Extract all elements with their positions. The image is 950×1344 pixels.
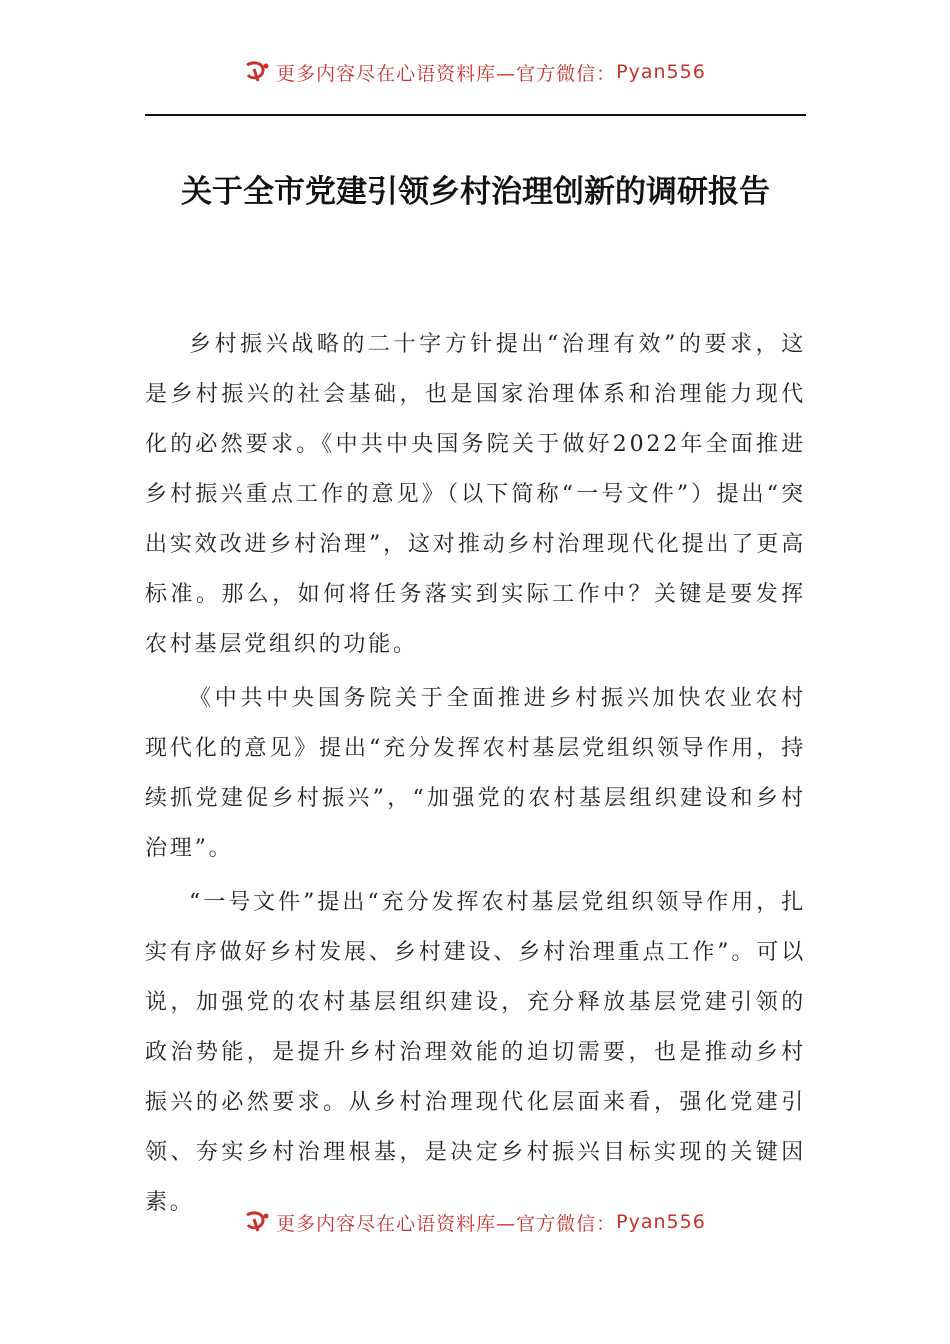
- brand-logo-icon: [244, 1211, 270, 1233]
- watermark-text: 更多内容尽在心语资料库—官方微信：: [276, 1212, 617, 1235]
- document-title: 关于全市党建引领乡村治理创新的调研报告: [181, 174, 770, 210]
- watermark-wechat-id: Pyan556: [616, 61, 706, 83]
- paragraph: 乡村振兴战略的二十字方针提出“治理有效”的要求，这是乡村振兴的社会基础，也是国家治理体系和治理能力现代化的必然要求。《中共中央国务院关于做好2022年全面推进乡村振兴重点工作的意见》（以下简称“一号文件”）提出“突出实效改进乡村治理”，这对推动乡村治理现代化提出了更高标准。那么，如何将任务落实到实际工作中？关键是要发挥农村基层党组织的功能。: [145, 332, 806, 657]
- paragraph: “一号文件”提出“充分发挥农村基层党组织领导作用，扎实有序做好乡村发展、乡村建设、乡村治理重点工作”。可以说，加强党的农村基层组织建设，充分释放基层党建引领的政治势能，是提升乡村治理效能的迫切需要，也是推动乡村振兴的必然要求。从乡村治理现代化层面来看，强化党建引领、夯实乡村治理根基，是决定乡村振兴目标实现的关键因素。: [145, 890, 806, 1215]
- brand-logo-icon: [244, 61, 270, 83]
- paragraph: 《中共中央国务院关于全面推进乡村振兴加快农业农村现代化的意见》提出“充分发挥农村基层党组织领导作用，持续抓党建促乡村振兴”，“加强党的农村基层组织建设和乡村治理”。: [145, 686, 806, 861]
- header-watermark: [0, 57, 950, 87]
- watermark-text: 更多内容尽在心语资料库—官方微信：: [276, 62, 617, 85]
- footer-watermark: [0, 1207, 950, 1237]
- header-divider: [145, 114, 806, 116]
- watermark-wechat-id: Pyan556: [616, 1211, 706, 1233]
- document-body: [145, 320, 806, 1232]
